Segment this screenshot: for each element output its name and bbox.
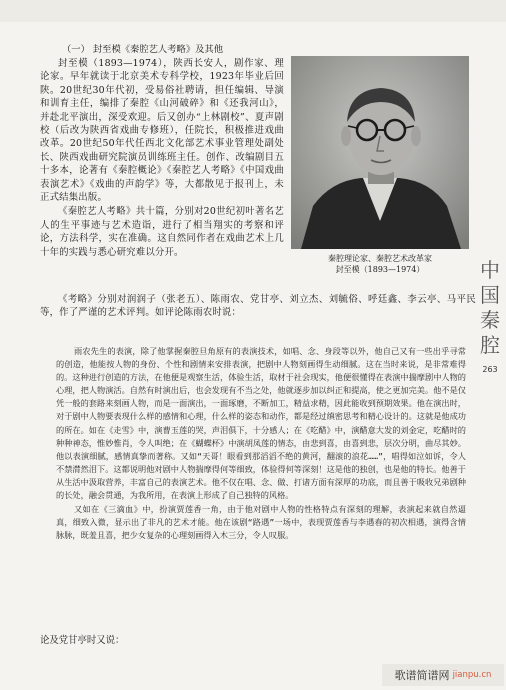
photo-caption-line2: 封至模（1893—1974） <box>335 265 425 274</box>
page-number: 263 <box>482 365 498 374</box>
block-quote <box>56 345 466 615</box>
side-title-char: 国 <box>480 283 500 307</box>
watermark-domain: jianpu.cn <box>452 670 492 680</box>
top-margin <box>0 0 506 22</box>
photo-caption-line1: 秦腔理论家、秦腔艺术改革家 <box>328 254 432 263</box>
side-title-char: 秦 <box>480 308 500 332</box>
closing-line: 论及党甘亭时又说： <box>40 635 125 646</box>
full-width-text <box>40 293 476 333</box>
watermark <box>382 664 504 686</box>
portrait-photo <box>291 56 469 249</box>
photo-caption <box>291 253 469 275</box>
side-title <box>474 258 506 358</box>
portrait-image <box>291 56 469 249</box>
left-column-text <box>40 57 284 289</box>
side-title-char: 腔 <box>480 333 500 357</box>
side-title-char: 中 <box>480 258 500 282</box>
quote-paragraph: 又如在《三滴血》中，扮演贾莲香一角，由于他对剧中人物的性格特点有深刻的理解，表演起来就自然逼真，细致入微，显示出了非凡的艺术才能。他在该剧“路遇”一场中，表现贾莲香与李遇春的初次相遇，演得含情脉脉，既羞且喜，把少女复杂的心理刻画得入木三分，令人叹服。 <box>56 504 466 541</box>
watermark-site-name: 歌谱简谱网 <box>394 669 450 682</box>
paragraph-biography: 封至模（1893—1974），陕西长安人，剧作家、理论家。早年就读于北京美术专科学校，1923年毕业后回陕。20世纪30年代初，受易俗社聘请，担任编辑、导演和训育主任，编排了秦腔《山河破碎》和《还我河山》，并赴北平演出，深受欢迎。后又创办“上林剧校”、夏声剧校（后改为陕西省戏曲专修班），任院长，积极推进戏曲改革。20世纪50年代任西北文化部艺术事业管理处副处长、陕西戏曲研究院演员训练班主任。创作、改编剧目五十多本，论著有《秦腔概论》《秦腔艺人考略》《中国戏曲表演艺术》《戏曲的声韵学》等，大都散见于报刊上，未正式结集出版。 <box>40 58 284 204</box>
section-heading: （一） 封至模《秦腔艺人考略》及其他 <box>62 44 224 55</box>
paragraph-kaolue: 《秦腔艺人考略》共十篇，分别对20世纪初叶著名艺人的生平事迹与艺术造诣，进行了相当翔实的考察和评论，方法科学，实在准确。这自然同作者在戏曲艺术上几十年的实践与悉心研究难以分开。 <box>40 206 284 258</box>
quote-paragraph: 雨农先生的表演，除了他掌握秦腔旦角原有的表演技术，如唱、念、身段等以外，他自己又有一些出乎寻常的创造，他能按人物的身份、个性和剧情来安排表演，把剧中人物刻画得生动细腻。这在当时来说，是非常难得的。这种进行创造的方法，在他便是观察生活，体验生活，取材于社会现实，他便很懂得在表演中揣摩剧中人物的心理，把人物演活。自然有时演出后，也会发现有不当之处，他就逐步加以纠正和提高，使之更加完美。他不是仅凭一般的套路来刻画人物，而是一面演出，一面琢磨，不断加工，精益求精，因此能收到预期效果。他在演出时，对于剧中人物要表现什么样的感情和心理，什么样的姿态和动作，都是经过缜密思考和精心设计的。这就是他成功的所在。如在《走雪》中，演曹玉莲的哭，声泪俱下，十分感人；在《吃醋》中，演醋意大发的刘金定，吃醋时的种种神态，惟妙惟肖，令人叫绝；在《蝴蝶杯》中演胡凤莲的情态，由悲到喜，由喜到悲，层次分明，曲尽其妙。他以表演细腻，感情真挚而著称。又如“天哥！眼看到那滔滔不绝的黄河，翻滚的浪花……”，唱得如泣如诉，令人不禁潸然泪下。这都说明他对剧中人物揣摩得何等细致，体验得何等深刻！这是他的独创，也是他的特长。他善于从生活中汲取营养，丰富自己的表演艺术。他不仅在唱、念、做、打诸方面有深厚的功底，而且善于吸收兄弟剧种的长处，融会贯通，为我所用，在表演上形成了自己独特的风格。 <box>56 346 466 501</box>
paragraph-evaluation: 《考略》分别对润润子（张老五）、陈雨农、党甘亭、刘立杰、刘毓俗、呼廷鑫、李云亭、马平民等，作了严谨的艺术评判。如评论陈雨农时说： <box>40 294 476 319</box>
